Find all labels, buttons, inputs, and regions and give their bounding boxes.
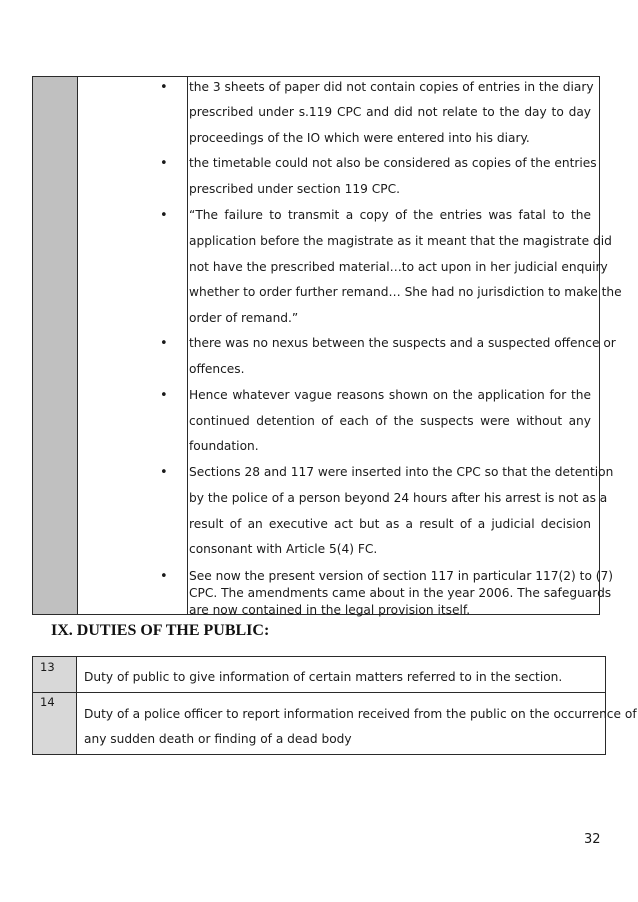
list-item-line: are now contained in the legal provision itself.: [189, 603, 471, 617]
row-number: 13: [40, 660, 55, 674]
duties-table: [32, 656, 637, 755]
section-heading: IX. DUTIES OF THE PUBLIC:: [51, 622, 270, 639]
table-row-text: any sudden death or finding of a dead body: [84, 732, 352, 746]
list-item-line: consonant with Article 5(4) FC.: [189, 542, 378, 556]
list-item-line: order of remand.”: [189, 311, 299, 325]
page-number: 32: [584, 832, 601, 847]
bullet-marker: •: [160, 465, 168, 480]
bullet-marker: •: [160, 208, 168, 223]
list-item-line: by the police of a person beyond 24 hours after his arrest is not as a: [189, 491, 608, 505]
list-item-line: foundation.: [189, 439, 259, 453]
list-item-line: prescribed under section 119 CPC.: [189, 182, 400, 196]
list-item-line: proceedings of the IO which were entered into his diary.: [189, 131, 530, 145]
list-item-line: whether to order further remand… She had no jurisdiction to make the: [189, 285, 622, 299]
list-item-line: Hence whatever vague reasons shown on the application for the: [189, 388, 591, 402]
bullet-marker: •: [160, 388, 168, 403]
list-item-line: result of an executive act but as a result of a judicial decision: [189, 517, 591, 531]
list-item-line: See now the present version of section 117 in particular 117(2) to (7): [189, 569, 614, 583]
list-item-line: application before the magistrate as it meant that the magistrate did: [189, 234, 612, 248]
row-number: 14: [40, 695, 55, 709]
list-item-line: the timetable could not also be considered as copies of the entries: [189, 156, 597, 170]
list-item-line: continued detention of each of the suspects were without any: [189, 414, 591, 428]
list-item-line: the 3 sheets of paper did not contain copies of entries in the diary: [189, 80, 594, 94]
list-item-line: “The failure to transmit a copy of the entries was fatal to the: [189, 208, 591, 222]
list-item-line: prescribed under s.119 CPC and did not relate to the day to day: [189, 105, 591, 119]
table-row-text: Duty of a police officer to report information received from the public on the occurrence of: [84, 707, 637, 721]
bullet-marker: •: [160, 80, 168, 95]
list-item-line: there was no nexus between the suspects and a suspected offence or: [189, 336, 616, 350]
bullet-marker: •: [160, 156, 168, 171]
bullet-marker: •: [160, 336, 168, 351]
list-item-line: CPC. The amendments came about in the year 2006. The safeguards: [189, 586, 612, 600]
bullet-marker: •: [160, 569, 168, 584]
row-divider: [33, 692, 605, 693]
table-row-text: Duty of public to give information of certain matters referred to in the section.: [84, 670, 563, 684]
list-item-line: offences.: [189, 362, 245, 376]
list-item-line: Sections 28 and 117 were inserted into the CPC so that the detention: [189, 465, 614, 479]
list-item-line: not have the prescribed material…to act upon in her judicial enquiry: [189, 260, 608, 274]
